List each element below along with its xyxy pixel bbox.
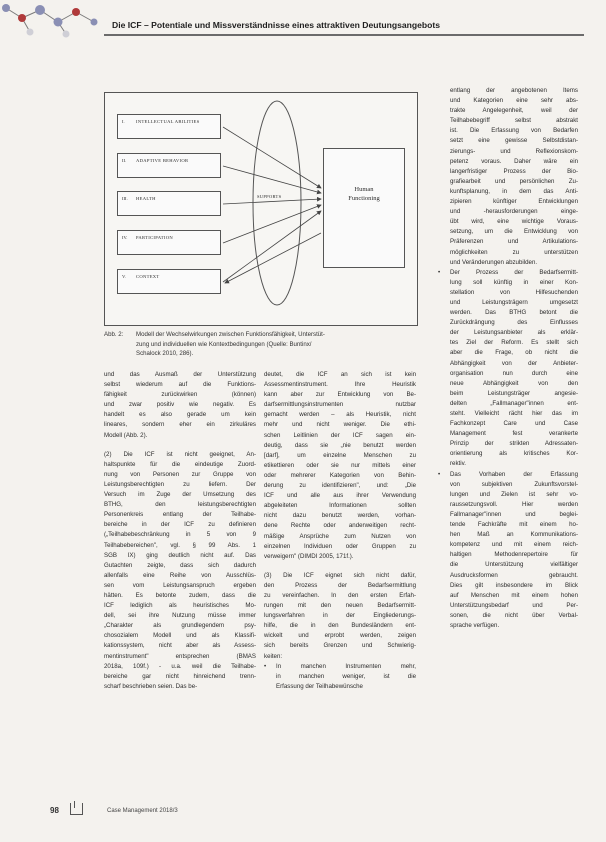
figure-box-number: IV. xyxy=(122,235,128,240)
text-line: mehr und nicht weniger. Die ethi- xyxy=(264,421,416,429)
figure-supports-label: SUPPORTS xyxy=(257,194,282,199)
figure-box-label: PARTICIPATION xyxy=(136,235,173,240)
text-line: raussetzungsvoll. Hier werden xyxy=(450,500,578,508)
text-line: neue Abhängigkeit von den xyxy=(450,379,578,387)
text-line: hätten. Es betonte zudem, dass die xyxy=(104,591,256,599)
right-bullet-2 xyxy=(438,268,578,470)
left-paragraph-2 xyxy=(104,450,256,692)
text-line: lungen und Zielen ist sehr vo- xyxy=(450,490,578,498)
text-line: bereiche in der ICF zu definieren xyxy=(104,521,256,529)
text-line: Fachkonzept Care und Case xyxy=(450,420,578,428)
text-line: werden. Das BTHG betont die xyxy=(450,309,578,317)
text-line: handelt es also gerade um kein xyxy=(104,411,256,419)
text-line: und zwar positiv wie negativ. Es xyxy=(104,401,256,409)
text-line: zierungs- und Reflexionskom- xyxy=(450,147,578,155)
figure-caption xyxy=(104,330,424,359)
text-line: sprache verfügen. xyxy=(450,621,500,629)
right-column xyxy=(438,86,578,631)
middle-bullet-1 xyxy=(264,662,416,692)
figure-box-adaptive-behavior xyxy=(117,153,221,178)
text-line: 2018a, 109f.) - u.a. weil die Teilhabe- xyxy=(104,662,256,670)
text-line: hilfe, die in den Bundesländern ent- xyxy=(264,622,416,630)
text-line: sonen, die nicht über Verbal- xyxy=(450,611,578,619)
text-line: setzung, um die Entwicklung von xyxy=(450,228,578,236)
text-line: deutig, dass sie „nie benutzt werden xyxy=(264,441,416,449)
text-line: und -herausforderungen einge- xyxy=(450,208,578,216)
text-line: übt wird, eine wichtige Voraus- xyxy=(450,218,578,226)
text-line: kompetenz und mit einem reich- xyxy=(450,541,578,549)
text-line: derung zu identifizieren", und: „Die xyxy=(264,482,416,490)
text-line: und das Ausmaß der Unterstützung xyxy=(104,371,256,378)
text-line: sich bereits Grenzen und Schwierig- xyxy=(264,642,416,650)
text-line: trakte Angelegenheit, weil der xyxy=(450,107,578,115)
text-line: delten „Fallmanager"innen ent- xyxy=(450,399,578,407)
figure-box-number: V. xyxy=(122,274,126,279)
text-line: tende Fachkräfte mit einem ho- xyxy=(450,521,578,529)
caption-line: Schalock 2010, 286). xyxy=(136,350,194,357)
text-line: der Leistungsanbieter als erklär- xyxy=(450,329,578,337)
text-line: möglichkeiten zu unterstützen xyxy=(450,248,578,256)
text-line: scharf beschrieben seien. Das be- xyxy=(104,682,198,690)
text-line: haltspunkte für die eindeutige Zuord- xyxy=(104,460,256,468)
text-line: kann aber zur Entwicklung von Be- xyxy=(264,391,416,399)
figure-box-label: ADAPTIVE BEHAVIOR xyxy=(136,158,189,163)
text-line: („Teilhabebeschränkung in 5 von 9 xyxy=(104,531,256,539)
running-header-title: Die ICF – Potentiale und Missverständnisse eines attraktiven Deutungsangebots xyxy=(112,20,441,30)
text-line: Gutachten zeigte, dass sich dadurch xyxy=(104,561,256,569)
text-line: zipieren künftiger Entwicklungen xyxy=(450,198,578,206)
text-line: von subjektiven Zukunftsvorstel- xyxy=(450,480,578,488)
figure-box-label: INTELLECTUAL ABILITIES xyxy=(136,119,200,124)
text-line: Prinzip der strikten Adressaten- xyxy=(450,440,578,448)
text-line: einzelnen Individuen oder Gruppen zu xyxy=(264,542,416,550)
middle-paragraph-2 xyxy=(264,571,416,662)
text-line: mäßige Ansprüche zum Nutzen von xyxy=(264,532,416,540)
text-line: Unterstützungsbedarf und Per- xyxy=(450,601,578,609)
middle-column xyxy=(264,370,416,692)
text-line: Modell (Abb. 2). xyxy=(104,431,148,439)
figure-box-label: CONTEXT xyxy=(136,274,160,279)
figure-outcome-box xyxy=(323,148,405,268)
text-line: • Das Vorhaben der Erfassung xyxy=(450,470,578,478)
text-line: lung soll künftig in einer Kon- xyxy=(450,278,578,286)
text-line: Assessmentinstrument. Ihre Heuristik xyxy=(264,381,416,389)
text-line: Teilhabebereichen", vgl. § 99 Abs. 1 xyxy=(104,541,256,549)
text-line: rektiv. xyxy=(450,460,466,468)
text-line: den Prozess der Bedarfsermittlung xyxy=(264,581,416,589)
text-line: lineares, sondern eher ein zirkuläres xyxy=(104,421,256,429)
text-line: chosozialem Modell und als Klassifi- xyxy=(104,632,256,640)
text-line: dell, sei ihre Nutzung müsse immer xyxy=(104,612,256,620)
left-column xyxy=(104,370,256,692)
text-line: Zurückdrängung des Einflusses xyxy=(450,319,578,327)
text-line: Ausdrucksformen gebraucht. xyxy=(450,571,578,579)
text-line: die Unterstützung vielfältiger xyxy=(450,561,578,569)
left-paragraph-1 xyxy=(104,370,256,441)
text-line: Teilhabebegriff selbst abstrakt xyxy=(450,117,578,125)
middle-paragraph-1 xyxy=(264,370,416,562)
text-line: gemacht werden – als Heuristik, nicht xyxy=(264,411,416,419)
text-line: dene Rechte oder anderweitigen recht- xyxy=(264,522,416,530)
figure-box-context xyxy=(117,269,221,294)
text-line: [darf], um einzelne Menschen zu xyxy=(264,451,416,459)
text-line: „Charakter als grundlegendem psy- xyxy=(104,622,256,630)
text-line: Management fest verankerte xyxy=(450,430,578,438)
text-line: deutet, die ICF an sich ist kein xyxy=(264,371,416,378)
text-line: haltigen Methodenrepertoire für xyxy=(450,551,578,559)
text-line: allenfalls eine Reihe von Ausschlüs- xyxy=(104,571,256,579)
text-line: stellation von Hilfesuchenden xyxy=(450,288,578,296)
text-line: nicht dazu benutzt werden, vorhan- xyxy=(264,512,416,520)
text-line: setzt eine gewisse Selbstdistan- xyxy=(450,137,578,145)
text-line: zu vereinfachen. In den ersten Erfah- xyxy=(264,591,416,599)
text-line: selbst wiederum auf die Funktions- xyxy=(104,381,256,389)
caption-line: Modell der Wechselwirkungen zwischen Funktionsfähigkeit, Unterstüt- xyxy=(136,331,325,338)
text-line: (3) Die ICF eignet sich nicht dafür, xyxy=(264,571,416,579)
right-bullet-3 xyxy=(438,470,578,632)
text-line: und Veränderungen abzubilden. xyxy=(450,258,538,266)
text-line: in manchen weniger, ist die xyxy=(276,672,416,680)
text-line: ICF und alle aus ihrer Verwendung xyxy=(264,492,416,500)
text-line: und Kategorien eine sehr abs- xyxy=(450,97,578,105)
figure-box-participation xyxy=(117,230,221,255)
text-line: Leistungsberechtigten zu liefern. Der xyxy=(104,480,256,488)
text-line: sen vom Leistungsanspruch ergeben xyxy=(104,581,256,589)
text-line: (2) Die ICF ist nicht geeignet, An- xyxy=(104,450,256,458)
text-line: wickelt und erprobt werden, zeigen xyxy=(264,632,416,640)
figure-box-number: II. xyxy=(122,158,127,163)
text-line: grafiearbeit und persönlichen Zu- xyxy=(450,177,578,185)
right-paragraph-continued xyxy=(438,86,578,268)
text-line: langerfristiger Prozess der Bio- xyxy=(450,167,578,175)
text-line: organisation nun durch eine xyxy=(450,369,578,377)
figure-box-number: I. xyxy=(122,119,125,124)
figure-box-label: HEALTH xyxy=(136,196,156,201)
text-line: petenz voraus. Daher wäre ein xyxy=(450,157,578,165)
text-line: Präferenzen und Artikulations- xyxy=(450,238,578,246)
journal-name: Case Management 2018/3 xyxy=(107,808,178,814)
text-line: abgeleiteten Informationen sollten xyxy=(264,502,416,510)
figure-box-number: III. xyxy=(122,196,128,201)
text-line: hen Maß an Kommunikations- xyxy=(450,531,578,539)
text-line: Versuch im Zuge der Umsetzung des xyxy=(104,491,256,499)
text-line: Erfassung der Teilhabewünsche xyxy=(276,682,363,690)
text-line: Dies gilt insbesondere im Blick xyxy=(450,581,578,589)
figure-model-diagram xyxy=(104,92,418,326)
text-line: und Leistungsträgern umgesetzt xyxy=(450,298,578,306)
text-line: nung von Personen zur Gruppe von xyxy=(104,470,256,478)
text-line: mentinstrument" entsprechen (BMAS xyxy=(104,652,256,660)
text-line: beim Leistungsträger angesie- xyxy=(450,389,578,397)
text-line: kationssystem, nicht aber als Assess- xyxy=(104,642,256,650)
text-line: auf Menschen mit einem hohen xyxy=(450,591,578,599)
text-line: verweigern" (DIMDI 2005, 171f.). xyxy=(264,552,354,560)
text-line: aber die Frage, ob nicht die xyxy=(450,349,578,357)
text-line: BTHG, den leistungsberechtigten xyxy=(104,501,256,509)
text-line: Abhängigkeit von der Anbieter- xyxy=(450,359,578,367)
text-line: • In manchen Instrumenten mehr, xyxy=(276,662,416,670)
text-line: steht. Vielleicht rächt hier das im xyxy=(450,410,578,417)
text-line: bereiche gar nicht hinreichend trenn- xyxy=(104,672,256,680)
text-line: keiten: xyxy=(264,652,283,660)
text-line: tes Ziel der Reform. Es stellt sich xyxy=(450,339,578,347)
figure-outcome-line1: Human xyxy=(354,186,374,193)
figure-box-intellectual-abilities xyxy=(117,114,221,139)
text-line: SGB IX) ging deutlich nicht auf. Das xyxy=(104,551,256,559)
text-line: fähigkeit zurückwirken (können) xyxy=(104,391,256,399)
text-line: ICF lediglich als heuristisches Mo- xyxy=(104,602,256,610)
text-line: darfsermittlungsinstrumenten nutzbar xyxy=(264,401,416,409)
text-line: kunftsplanung, in dem das Anti- xyxy=(450,187,578,195)
text-line: entlang der angebotenen Items xyxy=(450,87,578,94)
text-line: ist. Die Erfassung von Bedarfen xyxy=(450,127,578,135)
figure-outcome-line2: Functioning xyxy=(348,195,380,202)
journal-logo-icon xyxy=(70,803,83,815)
caption-label: Abb. 2: xyxy=(104,331,124,338)
page-number: 98 xyxy=(50,806,59,815)
figure-box-health xyxy=(117,191,221,216)
text-line: lungsverfahren in der Eingliederungs- xyxy=(264,612,416,620)
text-line: oder mehrerer Kategorien von Behin- xyxy=(264,471,416,479)
caption-line: zung und individuellen wie Kontextbedingungen (Quelle: Buntinx/ xyxy=(136,340,312,348)
molecule-decoration-icon xyxy=(0,0,120,40)
text-line: etikettieren oder sie nur mittels einer xyxy=(264,461,416,469)
text-line: Personenkreis entlang der Teilhabe- xyxy=(104,511,256,519)
text-line: schen Leitlinien der ICF sagen ein- xyxy=(264,431,416,439)
text-line: rungen mit den neuen Bedarfsermitt- xyxy=(264,602,416,610)
header-rule xyxy=(104,34,584,36)
text-line: orientierung als kritisches Kor- xyxy=(450,450,578,458)
text-line: • Der Prozess der Bedarfsermitt- xyxy=(450,268,578,276)
text-line: Fallmanager"innen und beglei- xyxy=(450,510,578,518)
